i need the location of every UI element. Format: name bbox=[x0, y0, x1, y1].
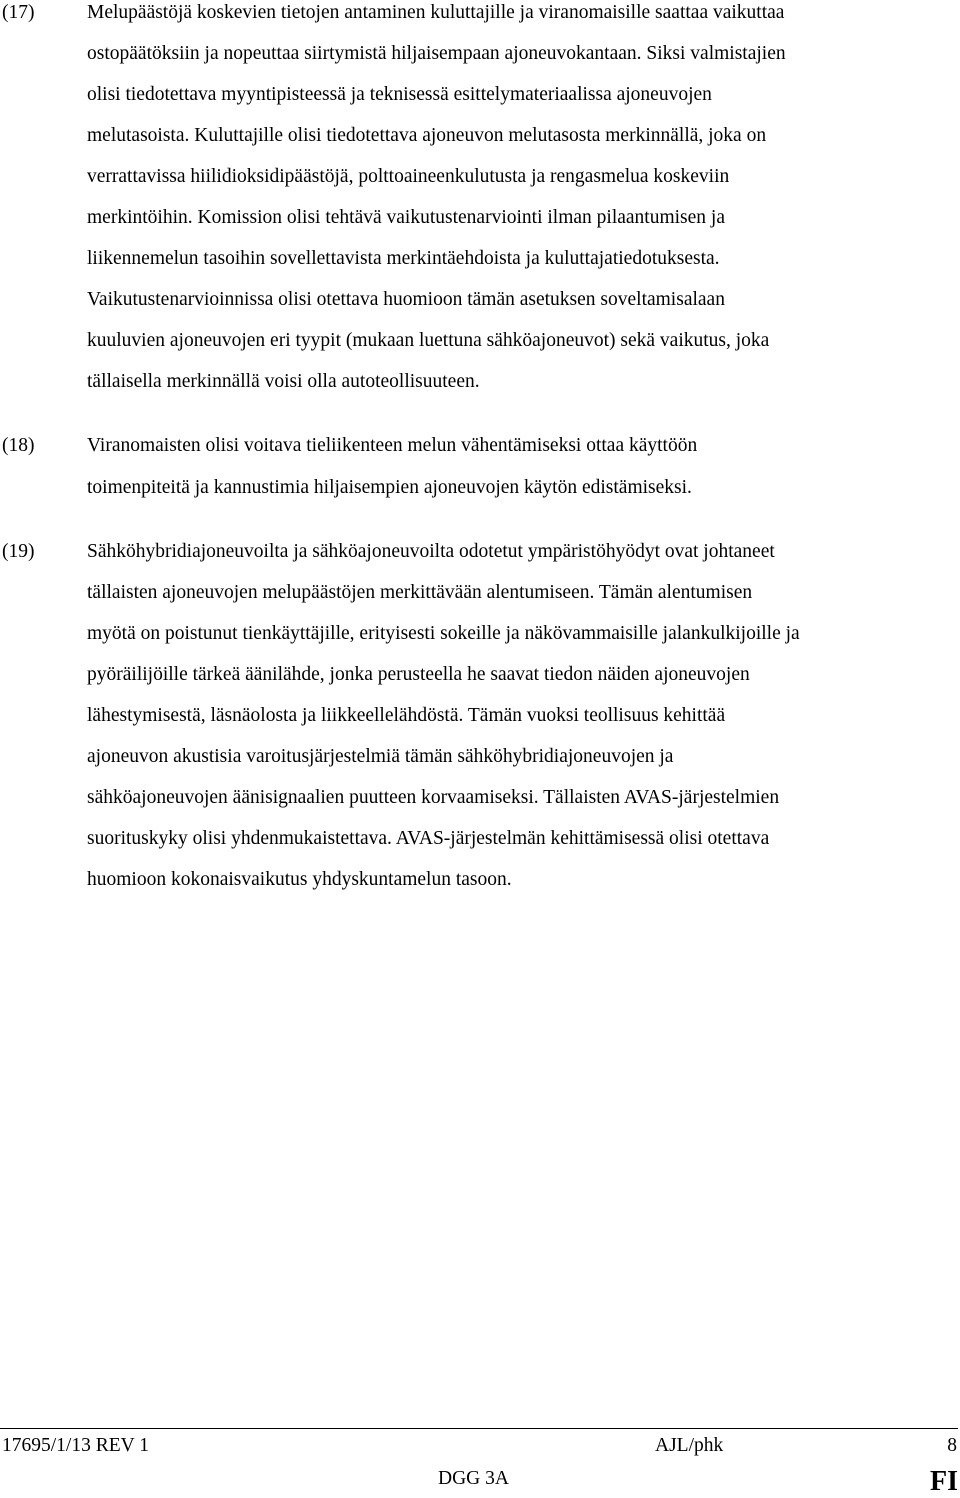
page-number: 8 bbox=[947, 1435, 957, 1456]
text-line: tällaisella merkinnällä voisi olla autoteollisuuteen. bbox=[87, 371, 480, 392]
text-line: ostopäätöksiin ja nopeuttaa siirtymistä hiljaisempaan ajoneuvokantaan. Siksi valmistajien bbox=[87, 43, 786, 64]
author-initials: AJL/phk bbox=[655, 1435, 724, 1456]
text-line: Melupäästöjä koskevien tietojen antaminen kuluttajille ja viranomaisille saattaa vaikuttaa bbox=[87, 2, 785, 23]
recital-number: (18) bbox=[2, 435, 35, 456]
text-line: Viranomaisten olisi voitava tieliikenteen melun vähentämiseksi ottaa käyttöön bbox=[87, 435, 698, 456]
text-line: huomioon kokonaisvaikutus yhdyskuntamelun tasoon. bbox=[87, 869, 512, 890]
text-line: lähestymisestä, läsnäolosta ja liikkeellelähdöstä. Tämän vuoksi teollisuus kehittää bbox=[87, 705, 726, 726]
language-code: FI bbox=[930, 1466, 958, 1497]
text-line: suorituskyky olisi yhdenmukaistettava. AVAS-järjestelmän kehittämisessä olisi otettava bbox=[87, 828, 770, 849]
text-line: myötä on poistunut tienkäyttäjille, erityisesti sokeille ja näkövammaisille jalankulkijoille ja bbox=[87, 623, 800, 644]
recital-number: (19) bbox=[2, 541, 35, 562]
document-reference: 17695/1/13 REV 1 bbox=[2, 1435, 149, 1456]
text-line: pyöräilijöille tärkeä äänilähde, jonka perusteella he saavat tiedon näiden ajoneuvojen bbox=[87, 664, 750, 685]
text-line: melutasoista. Kuluttajille olisi tiedotettava ajoneuvon melutasosta merkinnällä, joka on bbox=[87, 125, 767, 146]
text-line: ajoneuvon akustisia varoitusjärjestelmiä tämän sähköhybridiajoneuvojen ja bbox=[87, 746, 674, 767]
directorate-code: DGG 3A bbox=[438, 1468, 509, 1489]
text-line: kuuluvien ajoneuvojen eri tyypit (mukaan luettuna sähköajoneuvot) sekä vaikutus, joka bbox=[87, 330, 770, 351]
text-line: Sähköhybridiajoneuvoilta ja sähköajoneuvoilta odotetut ympäristöhyödyt ovat johtaneet bbox=[87, 541, 775, 562]
text-line: merkintöihin. Komission olisi tehtävä vaikutustenarviointi ilman pilaantumisen ja bbox=[87, 207, 725, 228]
footer-divider bbox=[0, 1428, 958, 1429]
text-line: verrattavissa hiilidioksidipäästöjä, polttoaineenkulutusta ja rengasmelua koskeviin bbox=[87, 166, 730, 187]
text-line: olisi tiedotettava myyntipisteessä ja teknisessä esittelymateriaalissa ajoneuvojen bbox=[87, 84, 712, 105]
text-line: sähköajoneuvojen äänisignaalien puutteen korvaamiseksi. Tällaisten AVAS-järjestelmien bbox=[87, 787, 780, 808]
text-line: Vaikutustenarvioinnissa olisi otettava huomioon tämän asetuksen soveltamisalaan bbox=[87, 289, 725, 310]
text-line: liikennemelun tasoihin sovellettavista merkintäehdoista ja kuluttajatiedotuksesta. bbox=[87, 248, 720, 269]
recital-number: (17) bbox=[2, 2, 35, 23]
text-line: tällaisten ajoneuvojen melupäästöjen merkittävään alentumiseen. Tämän alentumisen bbox=[87, 582, 753, 603]
text-line: toimenpiteitä ja kannustimia hiljaisempien ajoneuvojen käytön edistämiseksi. bbox=[87, 477, 692, 498]
